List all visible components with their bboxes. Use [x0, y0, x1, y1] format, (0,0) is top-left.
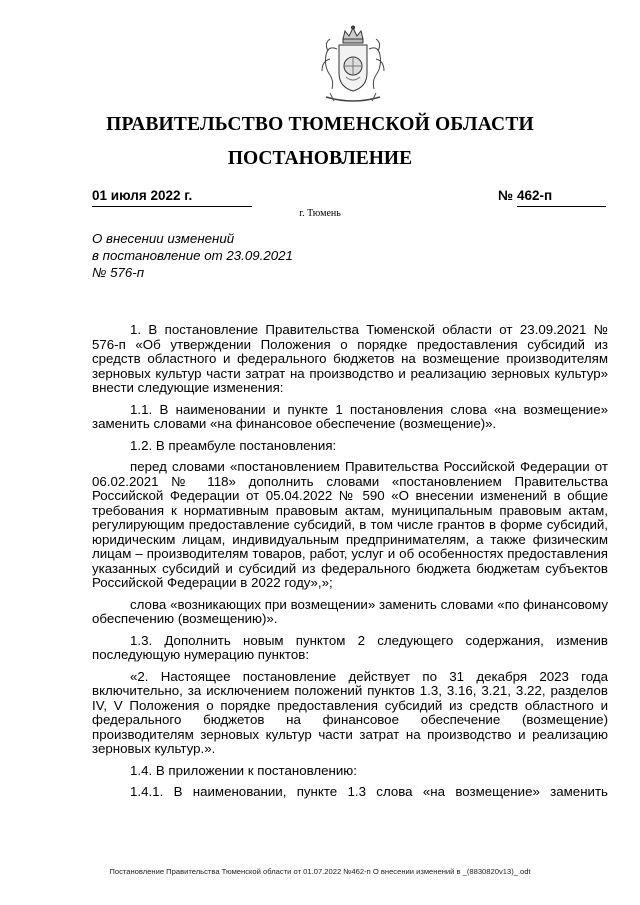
document-date: 01 июля 2022 г.: [92, 188, 252, 207]
number-sign: №: [498, 188, 514, 203]
paragraph: 1. В постановление Правительства Тюменской области от 23.09.2021 № 576-п «Об утверждении Положения о порядке предоставления субсидий из средств областного и федерального бюджетов на возмещение производителям зерновых культур части затрат на производство и реализацию зерновых культур» внести следующие изменения:: [92, 322, 608, 395]
paragraph: 1.4.1. В наименовании, пункте 1.3 слова «на возмещение» заменить: [130, 784, 608, 799]
page-footer: Постановление Правительства Тюменской области от 01.07.2022 №462-п О внесении изменений в _(8830820v13)_.odt: [109, 867, 531, 876]
paragraph: «2. Настоящее постановление действует по 31 декабря 2023 года включительно, за исключением положений пунктов 1.3, 3.16, 3.21, 3.22, разделов IV, V Положения о порядке предоставления субсидий из средств областного и федерального бюджетов на финансовое обеспечение (возмещение) производителям зерновых культур части затрат на производство и реализацию зерновых культур.».: [92, 668, 608, 756]
document-body: [92, 323, 608, 800]
city-label: г. Тюмень: [299, 208, 341, 219]
paragraph: 1.3. Дополнить новым пунктом 2 следующего содержания, изменив последующую нумерацию пунктов:: [92, 632, 608, 662]
paragraph: 1.2. В преамбуле постановления:: [130, 437, 337, 453]
subject-line: № 576-п: [92, 265, 145, 280]
paragraph: слова «возникающих при возмещении» заменить словами «по финансовому обеспечению (возмещению)».: [92, 596, 608, 626]
subject-line: в постановление от 23.09.2021: [92, 248, 293, 263]
document-subject: [92, 230, 392, 281]
paragraph: перед словами «постановлением Правительства Российской Федерации от 06.02.2021 № 118» дополнить словами «постановлением Правительства Российской Федерации от 05.04.2022 № 590 «О внесении изменений в общие требования к нормативным правовым актам, муниципальным правовым актам, регулирующим предоставление субсидий, в том числе грантов в форме субсидий, юридическим лицам, индивидуальным предпринимателям, а также физическим лицам – производителям товаров, работ, услуг и об особенностях предоставления указанных субсидий и субсидий из федерального бюджета бюджетам субъектов Российской Федерации в 2022 году»,»;: [92, 459, 608, 590]
paragraph: 1.4. В приложении к постановлению:: [130, 762, 357, 778]
subject-line: О внесении изменений: [92, 231, 235, 246]
document-number: 462-п: [517, 188, 606, 207]
document-number-field: [498, 188, 606, 206]
government-title: ПРАВИТЕЛЬСТВО ТЮМЕНСКОЙ ОБЛАСТИ: [106, 114, 534, 135]
document-type: ПОСТАНОВЛЕНИЕ: [227, 148, 413, 169]
coat-of-arms-icon: [310, 25, 396, 111]
paragraph: 1.1. В наименовании и пункте 1 постановления слова «на возмещение» заменить словами «на финансовое обеспечение (возмещение)».: [92, 401, 608, 431]
